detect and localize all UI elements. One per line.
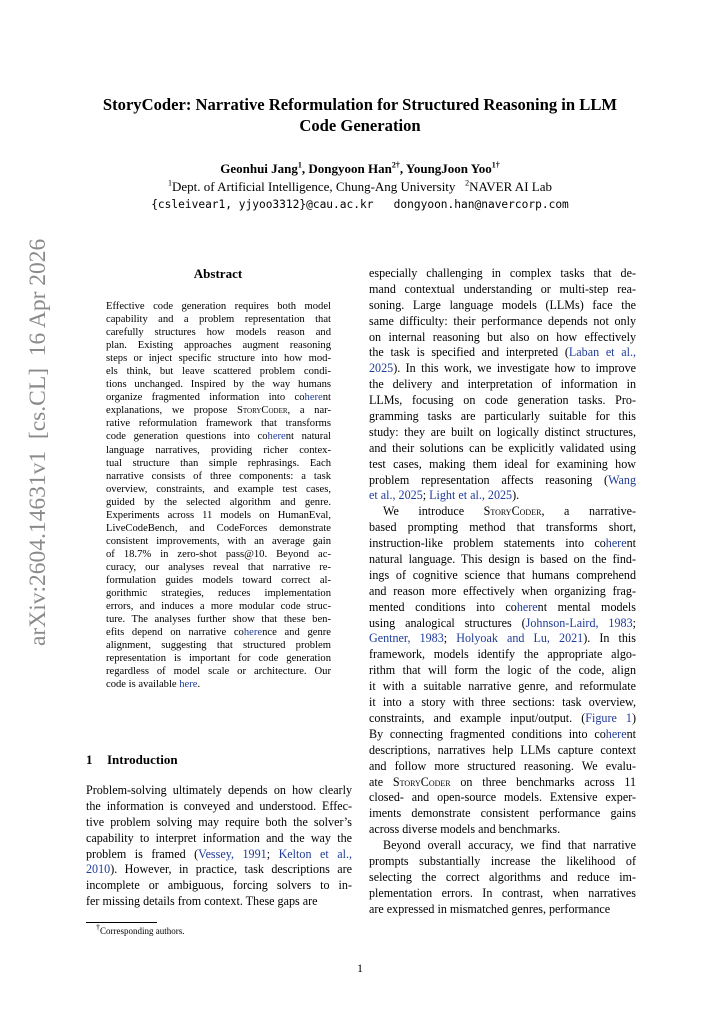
- text-line: narrative consists of three components: a task: [106, 470, 331, 482]
- title-line-2: Code Generation: [299, 116, 421, 135]
- citation-link[interactable]: here: [179, 679, 198, 691]
- text-line: 2010). However, in practice, task descriptions are: [86, 862, 352, 877]
- citation-link[interactable]: Figure 1: [585, 710, 632, 725]
- text-line: errors, and induces a more modular code struc-: [106, 601, 331, 613]
- text-line: Gentner, 1983; Holyoak and Lu, 2021). In this: [369, 631, 637, 646]
- text-line: capability and a problem representation that: [106, 314, 331, 326]
- section-number: 1: [86, 752, 93, 767]
- text-line: selecting the correct algorithms and reduce im-: [369, 869, 636, 884]
- text-line: explanations, we propose StoryCoder, a nar-: [106, 405, 331, 417]
- text-line: Effective code generation requires both model: [106, 301, 331, 312]
- text-line: mand contextual understanding or multi-step rea-: [369, 281, 636, 296]
- text-line: els think, but leave scattered problem condi-: [106, 366, 331, 378]
- text-line: the delivery and interpretation of information in: [369, 377, 636, 392]
- text-line: constraints, and example input/output. (Figure 1): [369, 710, 636, 725]
- footnote-mark: †: [96, 923, 100, 932]
- text-line: organize fragmented information into coherent: [106, 392, 331, 404]
- text-line: overview, constraints, and example test cases,: [106, 483, 331, 495]
- author-mark: 1†: [491, 160, 500, 170]
- affiliation-mark: 2: [465, 178, 470, 188]
- author-name: Geonhui Jang: [220, 161, 298, 176]
- citation-link[interactable]: Vessey, 1991: [198, 846, 267, 861]
- citation-link[interactable]: Kelton et al.,: [278, 846, 353, 861]
- text-line: tual structure than simple rephrasings. Each: [106, 457, 331, 469]
- text-line: on internal reasoning but also on how effectively: [369, 329, 636, 344]
- text-line: across diverse models and benchmarks.: [369, 822, 561, 837]
- text-line: problem representation affects reasoning (Wang: [369, 472, 636, 487]
- citation-link[interactable]: Gentner, 1983: [369, 631, 444, 646]
- author-name: YoungJoon Yoo: [405, 161, 492, 176]
- text-line: it with a suitable narrative genre, and reformulate: [369, 679, 636, 694]
- text-line: test cases, making them ideal for examining how: [369, 456, 636, 471]
- intro-right-column: [369, 266, 636, 918]
- author-emails: {csleivear1, yjyoo3312}@cau.ac.kr dongyoon.han@navercorp.com: [151, 198, 569, 211]
- section-title: Introduction: [107, 752, 178, 767]
- text-line: capability to interpret information and the way the: [86, 830, 352, 845]
- text-line: based prompting method that transforms short,: [369, 520, 636, 535]
- text-line: the information is conveyed and understood. Effec-: [86, 798, 352, 813]
- affiliation-text: NAVER AI Lab: [469, 179, 552, 194]
- text-line: code is available here.: [106, 679, 201, 691]
- text-line: and follow more structured reasoning. We evalu-: [369, 758, 636, 773]
- text-line: especially challenging in complex tasks that de-: [369, 266, 636, 280]
- text-line: descriptions, narratives help LLMs capture context: [369, 742, 636, 757]
- text-line: gramming tasks are particularly suitable for this: [369, 409, 636, 424]
- text-line: the task is specified and interpreted (Laban et al.,: [369, 345, 636, 360]
- text-line: instruction-like problem statements into coherent: [369, 536, 636, 551]
- text-line: tions unchanged. Inspired by the way humans: [106, 379, 331, 391]
- method-name: StoryCoder: [392, 774, 451, 789]
- text-line: formulation guides models toward correct al-: [106, 574, 331, 586]
- text-line: framework, models identify the appropriate algo-: [369, 647, 636, 662]
- text-line: Beyond overall accuracy, we find that narrative: [383, 838, 636, 853]
- page-number: 1: [357, 961, 363, 975]
- text-line: ings of cognitive science that humans comprehend: [369, 567, 636, 582]
- author-name: Dongyoon Han: [308, 161, 392, 176]
- text-line: iments demonstrate consistent performance gains: [369, 806, 636, 821]
- footnote: [96, 925, 185, 937]
- author-mark: 1: [297, 160, 302, 170]
- citation-link[interactable]: 2010: [86, 862, 111, 877]
- abstract-body: [106, 300, 331, 691]
- footnote-text: Corresponding authors.: [100, 926, 185, 936]
- citation-link[interactable]: here: [304, 392, 323, 404]
- text-line: using analogical structures (Johnson-Laird, 1983;: [369, 615, 636, 630]
- citation-link[interactable]: et al., 2025: [369, 488, 423, 503]
- text-line: closed- and open-source models. Extensive exper-: [369, 790, 636, 805]
- abstract-heading: Abstract: [193, 266, 243, 281]
- author-list: Geonhui Jang$^1$, Dongyoon Han$^{2\dagger}$, YoungJoon Yoo$^{1\dagger}$: [220, 160, 500, 176]
- text-line: prompts substantially increase the likelihood of: [369, 853, 636, 868]
- text-line: same difficulty: their performance depends not only: [369, 313, 636, 328]
- text-line: gorithmic strategies, reduces implementation: [106, 588, 331, 600]
- text-line: and reason more effectively when organizing frag-: [369, 583, 636, 598]
- arxiv-stamp: arXiv:2604.14631v1 [cs.CL] 16 Apr 2026: [25, 238, 51, 646]
- citation-link[interactable]: here: [516, 599, 538, 614]
- text-line: rative reformulation framework that transforms: [106, 418, 331, 430]
- text-line: language narratives, providing richer contex-: [106, 444, 331, 456]
- citation-link[interactable]: 2025: [369, 361, 394, 376]
- text-line: incomplete or ambiguous, forcing solvers to in-: [86, 878, 352, 893]
- text-line: study: they are built on logically distinct structures,: [369, 424, 636, 439]
- text-line: ture. The analyses further show that these ben-: [106, 614, 331, 626]
- text-line: We introduce StoryCoder, a narrative-: [383, 504, 637, 519]
- text-line: et al., 2025; Light et al., 2025).: [369, 488, 520, 503]
- text-line: steps or inject specific structure into how mod-: [106, 353, 331, 365]
- text-line: representation is important for code generation: [106, 653, 331, 665]
- text-line: it into a story with three sections: task overview,: [369, 695, 636, 710]
- text-line: plan. Existing approaches augment reasoning: [106, 340, 331, 352]
- text-line: plementation errors. In contrast, when narratives: [369, 885, 636, 900]
- text-line: fer missing details from context. These gaps are: [86, 894, 318, 909]
- text-line: regardless of model scale or architecture. Our: [106, 666, 331, 678]
- text-line: of 18.7% in zero-shot pass@10. Beyond ac-: [106, 548, 331, 560]
- intro-left-column: [86, 783, 352, 910]
- text-line: Experiments across 11 models on HumanEval,: [106, 509, 331, 521]
- text-line: guided by the selected algorithm and genre.: [106, 496, 331, 508]
- affiliation-mark: 1: [168, 178, 173, 188]
- text-line: soning. Large language models (LLMs) face the: [369, 297, 636, 312]
- citation-link[interactable]: Johnson-Laird, 1983: [525, 615, 633, 630]
- text-line: efits depend on narrative coherence and genre: [106, 627, 331, 639]
- text-line: LLMs, focusing on code generation tasks. Pro-: [369, 393, 636, 408]
- text-line: and their solutions can be explicitly validated using: [369, 440, 636, 455]
- text-line: natural language. This design is based on the find-: [369, 552, 636, 567]
- affiliation-line: [60, 178, 660, 196]
- citation-link[interactable]: Holyoak and Lu, 2021: [456, 631, 584, 646]
- text-line: rithm that will form the logic of the code, align: [369, 663, 636, 678]
- text-line: mented conditions into coherent mental models: [369, 599, 636, 614]
- text-line: By connecting fragmented conditions into coherent: [369, 726, 636, 741]
- affiliation-text: Dept. of Artificial Intelligence, Chung-Ang University: [172, 179, 456, 194]
- text-line: curacy, our analyses reveal that narrative re-: [106, 561, 331, 573]
- method-name: StoryCoder: [236, 405, 288, 417]
- method-name: StoryCoder: [483, 504, 542, 519]
- text-line: LiveCodeBench, and CodeForces demonstrate: [106, 522, 331, 534]
- text-line: carefully structures how models reason and: [106, 327, 331, 339]
- text-line: Problem-solving ultimately depends on how clearly: [86, 783, 352, 797]
- citation-link[interactable]: here: [267, 431, 286, 443]
- text-line: problem is framed (Vessey, 1991; Kelton et al.,: [86, 846, 353, 861]
- paper-title: [60, 94, 660, 136]
- citation-link[interactable]: Laban et al.,: [568, 345, 636, 360]
- citation-link[interactable]: here: [605, 536, 627, 551]
- title-line-1: StoryCoder: Narrative Reformulation for Structured Reasoning in LLM: [102, 95, 618, 114]
- text-line: code generation questions into coherent natural: [106, 431, 331, 443]
- citation-link[interactable]: Wang: [608, 472, 636, 487]
- section-heading: [86, 752, 178, 768]
- text-line: tive problem solving may require both the solver’s: [86, 814, 352, 829]
- text-line: alignment, suggesting that structured problem: [106, 640, 331, 652]
- citation-link[interactable]: here: [605, 726, 627, 741]
- citation-link[interactable]: here: [243, 627, 263, 639]
- citation-link[interactable]: Light et al., 2025: [429, 488, 513, 503]
- text-line: consistent improvements, with an average gain: [106, 535, 331, 547]
- text-line: are expressed in mismatched genres, performance: [369, 901, 611, 916]
- text-line: 2025). In this work, we investigate how to improve: [369, 361, 636, 376]
- text-line: ate StoryCoder on three benchmarks across 11: [369, 774, 636, 789]
- author-mark: 2†: [391, 160, 400, 170]
